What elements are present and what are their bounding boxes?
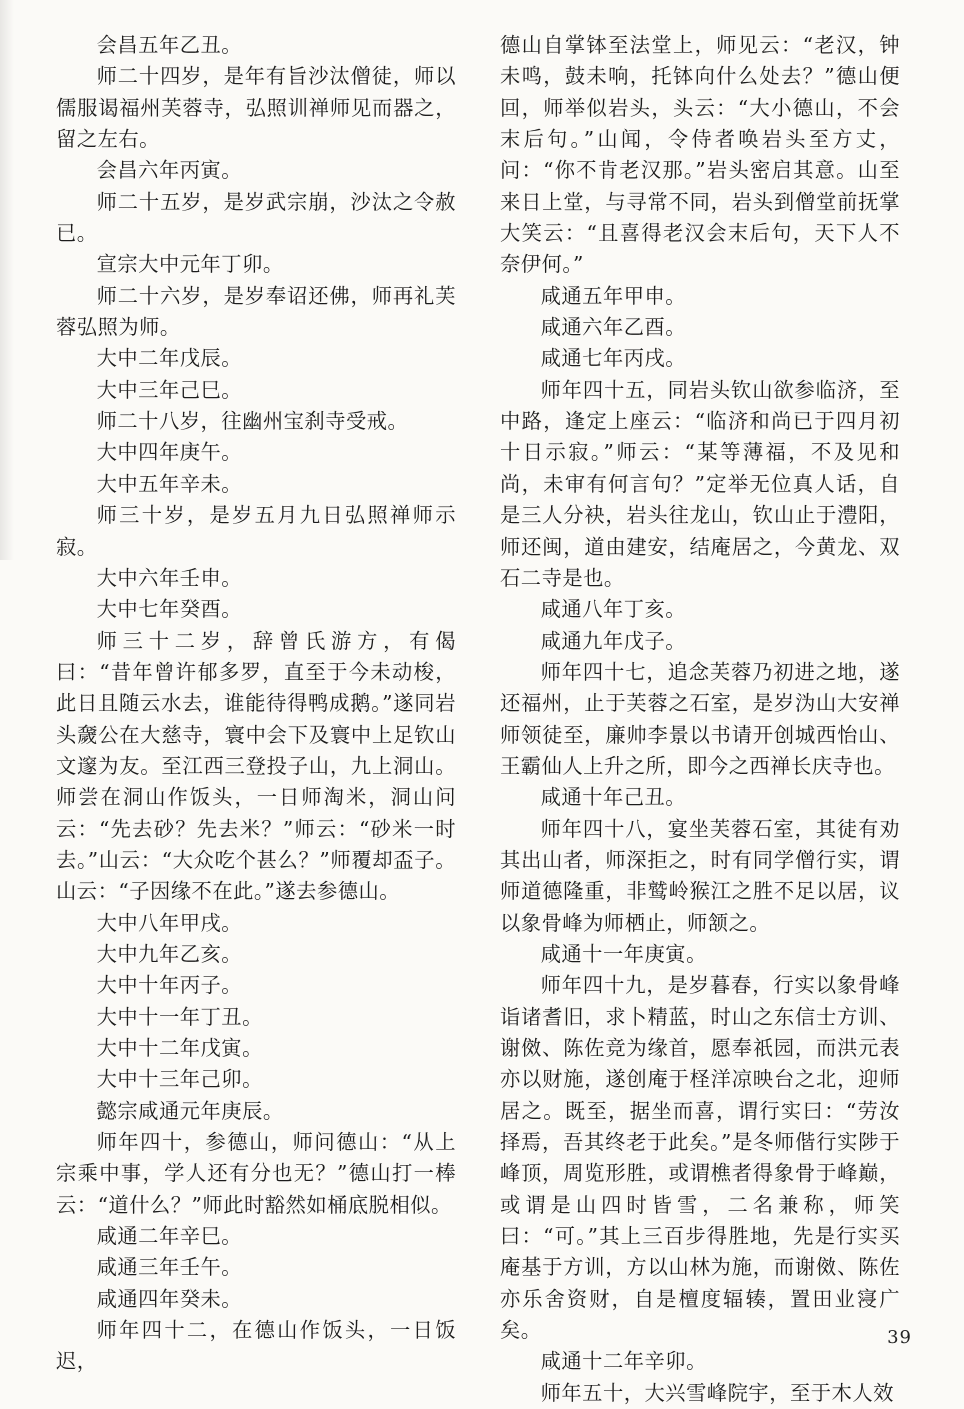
paragraph: 师年四十七，追念芙蓉乃初进之地，遂还福州，止于芙蓉之石室，是岁沩山大安禅师领徒至，廉帅李景以书请开创城西怡山、王霸仙人上升之所，即今之西禅长庆寺也。 <box>500 659 900 778</box>
paragraph: 宣宗大中元年丁卯。 <box>96 252 284 277</box>
paragraph: 大中六年壬申。 <box>96 565 243 590</box>
paragraph: 咸通十年己丑。 <box>540 785 687 810</box>
paragraph: 大中二年戊辰。 <box>96 346 243 371</box>
paragraph: 大中四年庚午。 <box>96 440 243 465</box>
paragraph: 师年四十八，宴坐芙蓉石室，其徒有劝其出山者，师深拒之，时有同学僧行实，谓师道德隆重，非鹫岭猴江之胜不足以居，议以象骨峰为师栖止，师颔之。 <box>500 816 900 935</box>
binding-shadow <box>0 0 14 560</box>
paragraph: 咸通五年甲申。 <box>540 283 687 308</box>
paragraph: 大中八年甲戌。 <box>96 910 243 935</box>
paragraph: 师二十六岁，是岁奉诏还佛，师再礼芙蓉弘照为师。 <box>56 283 456 340</box>
paragraph: 大中九年乙亥。 <box>96 941 243 966</box>
paragraph: 师三十岁，是岁五月九日弘照禅师示寂。 <box>56 503 456 559</box>
paragraph: 咸通六年乙酉。 <box>540 315 687 340</box>
paragraph: 咸通七年丙戌。 <box>540 346 687 371</box>
paragraph: 大中十二年戊寅。 <box>96 1036 263 1060</box>
paragraph: 咸通十一年庚寅。 <box>540 941 707 966</box>
paragraph: 师二十五岁，是岁武宗崩，沙汰之令赦已。 <box>56 189 456 246</box>
paragraph: 咸通十二年辛卯。 <box>540 1349 707 1374</box>
right-text-column <box>500 30 900 1409</box>
paragraph: 咸通三年壬午。 <box>96 1255 243 1280</box>
paragraph: 大中五年辛未。 <box>96 471 243 496</box>
paragraph: 师三十二岁，辞曾氏游方，有偈曰：“昔年曾许郁多罗，直至于今未动梭，此日且随云水去，谁能待得鸭成鹅。”遂同岩头奯公在大慈寺，寰中会下及寰中上足钦山文邃为友。至江西三登投子山，九上洞山。师尝在洞山作饭头，一日师淘米，洞山问云：“先去砂？先去米？”师云：“砂米一时去。”山云：“大众吃个甚么？”师覆却盃子。山云：“子因缘不在此。”遂去参德山。 <box>56 628 456 904</box>
paragraph: 大中七年癸酉。 <box>96 597 243 622</box>
paragraph: 会昌六年丙寅。 <box>96 158 243 183</box>
paragraph: 师年四十九，是岁暮春，行实以象骨峰诣诸耆旧，求卜精蓝，时山之东信士方训、谢傚、陈佐竞为缘首，愿奉祇园，而洪元表亦以财施，遂创庵于柽洋凉映台之北，迎师居之。既至，据坐而喜，谓行实曰：“劳汝择焉，吾其终老于此矣。”是冬师偕行实陟于峰顶，周览形胜，或谓樵者得象骨于峰巅，或谓是山四时皆雪，二名兼称，师笑曰：“可。”其上三百步得胜地，先是行实买庵基于方训，方以山林为施，而谢傚、陈佐亦乐舍资财，自是檀度辐辏，置田业寖广矣。 <box>500 973 900 1343</box>
paragraph: 大中三年己巳。 <box>96 377 243 402</box>
paragraph: 咸通九年戊子。 <box>540 628 687 653</box>
paragraph: 师年五十，大兴雪峰院宇，至于木人效 <box>540 1380 894 1405</box>
paragraph: 大中十一年丁丑。 <box>96 1004 263 1029</box>
paragraph: 咸通二年辛巳。 <box>96 1224 243 1249</box>
paragraph: 德山自掌钵至法堂上，师见云：“老汉，钟未鸣，鼓未响，托钵向什么处去？”德山便回，师举似岩头，头云：“大小德山，不会末后句。”山闻，令侍者唤岩头至方丈，问：“你不肯老汉那。”岩头密启其意。山至来日上堂，与寻常不同，岩头到僧堂前抚掌大笑云：“且喜得老汉会末后句，天下人不奈伊何。” <box>500 33 900 277</box>
paragraph: 会昌五年乙丑。 <box>96 33 243 57</box>
left-text-column <box>56 30 456 1378</box>
paragraph: 咸通八年丁亥。 <box>540 597 687 622</box>
page-number: 39 <box>887 1327 912 1348</box>
paragraph: 大中十年丙子。 <box>96 973 243 998</box>
paragraph: 师年四十二，在德山作饭头，一日饭迟， <box>56 1318 456 1374</box>
paragraph: 师年四十，参德山，师问德山：“从上宗乘中事，学人还有分也无？”德山打一棒云：“道什么？”师此时豁然如桶底脱相似。 <box>56 1130 456 1217</box>
paragraph: 师年四十五，同岩头钦山欲参临济，至中路，逢定上座云：“临济和尚已于四月初十日示寂。”师云：“某等薄福，不及见和尚，未审有何言句？”定举无位真人话，自是三人分袂，岩头往龙山，钦山止于澧阳，师还闽，道由建安，结庵居之，今黄龙、双石二寺是也。 <box>500 377 900 590</box>
paragraph: 师二十四岁，是年有旨沙汰僧徒，师以儒服谒福州芙蓉寺，弘照训禅师见而器之，留之左右。 <box>56 64 456 152</box>
paragraph: 懿宗咸通元年庚辰。 <box>96 1098 284 1123</box>
paragraph: 大中十三年己卯。 <box>96 1067 263 1092</box>
paragraph: 咸通四年癸未。 <box>96 1286 243 1311</box>
paragraph: 师二十八岁，往幽州宝刹寺受戒。 <box>96 409 409 434</box>
